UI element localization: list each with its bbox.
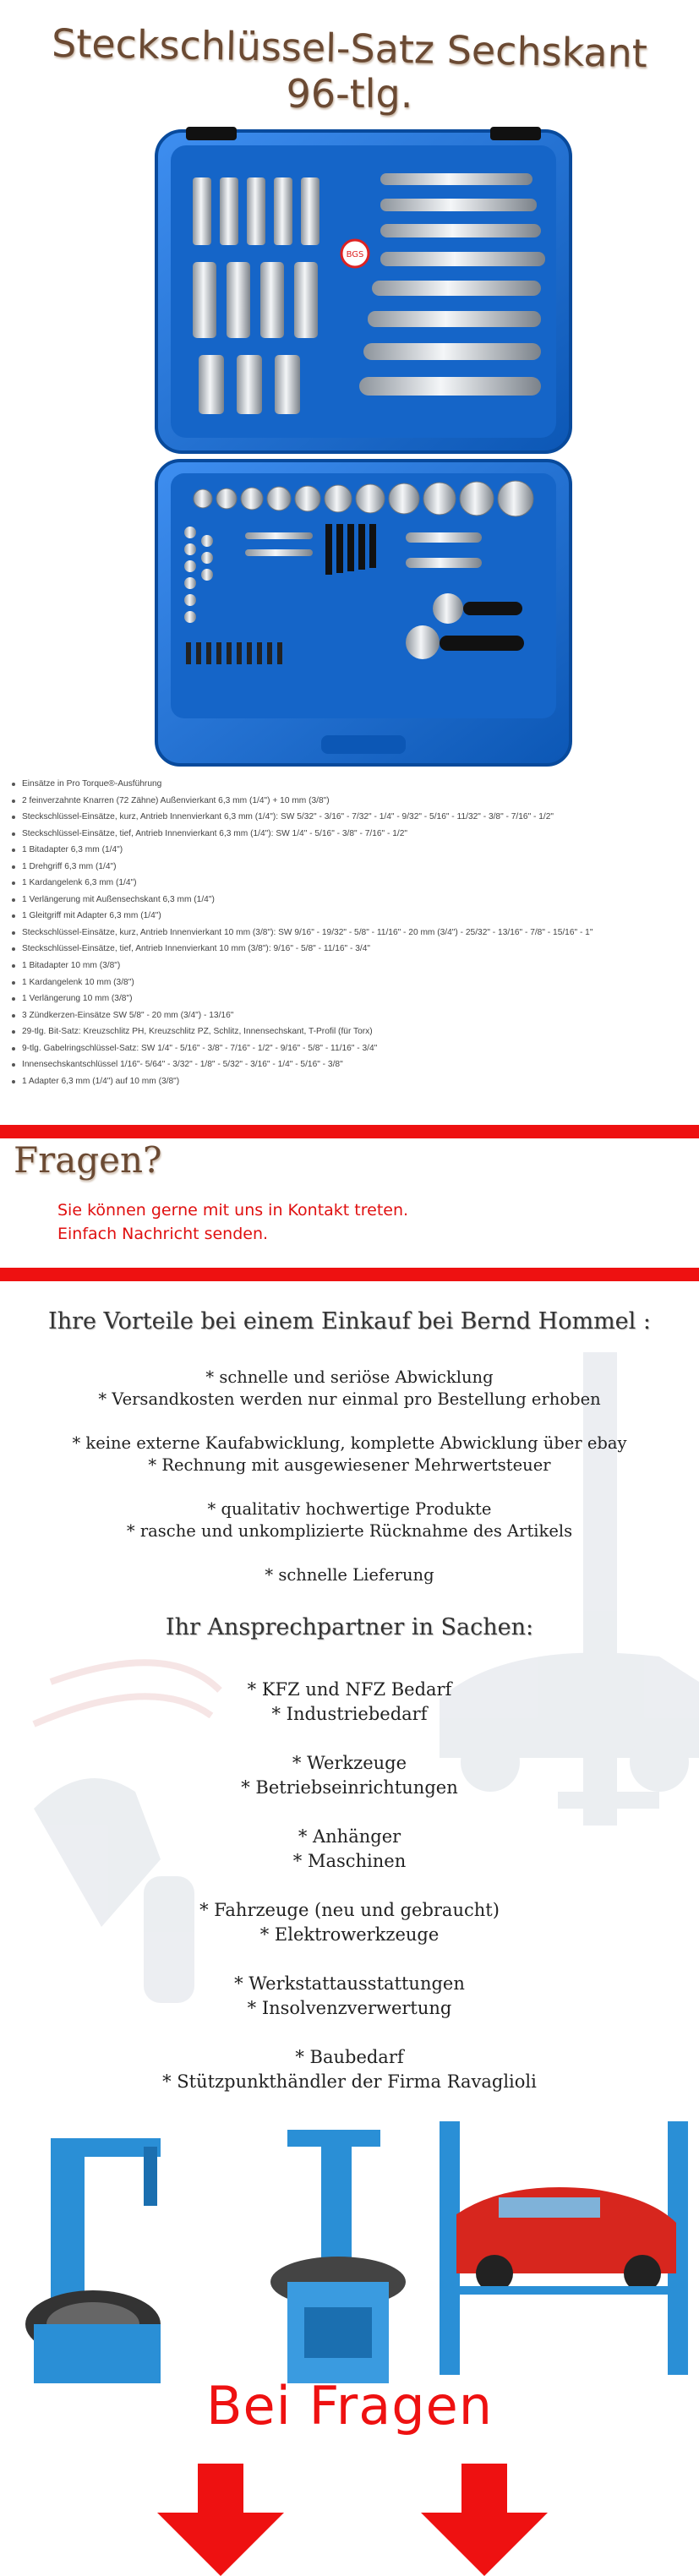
list-item: Steckschlüssel-Einsätze, tief, Antrieb Innenvierkant 6,3 mm (1/4"): SW 1/4" - 5/16" - 3/8" - 7/16" - 1/2" [12,826,688,843]
fragen-heading: Fragen? [14,1139,162,1181]
arrow-down-icon [421,2464,548,2576]
list-item: 1 Kardangelenk 10 mm (3/8") [12,974,688,991]
fragen-text [57,1198,408,1246]
title-line-1: Steckschlüssel-Satz Sechskant [51,19,648,77]
divider-top [0,1125,699,1138]
list-item: Steckschlüssel-Einsätze, kurz, Antrieb Innenvierkant 10 mm (3/8"): SW 9/16" - 19/32" - 5/8" - 11/16" - 20 mm (3/4") - 25/32" - 13/16" - 7/8" - 15/16" - 1" [12,925,688,941]
list-item: 9-tlg. Gabelringschlüssel-Satz: SW 1/4" - 5/16" - 3/8" - 7/16" - 1/2" - 9/16" - 5/8" - 11/16" - 3/4" [12,1040,688,1057]
list-item: * KFZ und NFZ Bedarf [247,1679,452,1700]
vorteile-list [0,1367,699,1586]
list-item: 1 Bitadapter 6,3 mm (1/4") [12,842,688,859]
list-item: * Insolvenzverwertung [247,1998,452,2018]
list-item: * Werkzeuge [292,1753,407,1773]
list-item: * Industriebedarf [271,1704,428,1724]
list-item: * Versandkosten werden nur einmal pro Bestellung erhoben [98,1389,601,1409]
list-item: * qualitativ hochwertige Produkte [207,1499,492,1519]
fragen-line-1: Sie können gerne mit uns in Kontakt treten. [57,1201,409,1220]
list-item: * Betriebseinrichtungen [241,1777,458,1798]
title-line-2: 96-tlg. [286,71,413,117]
list-item: 3 Zündkerzen-Einsätze SW 5/8" - 20 mm (3/4") - 13/16" [12,1007,688,1024]
tire-changer-image [25,2138,161,2383]
contents-list [12,776,688,1089]
list-item: Steckschlüssel-Einsätze, tief, Antrieb Innenvierkant 10 mm (3/8"): 9/16" - 5/8" - 11/16" - 3/4" [12,941,688,958]
list-item: 1 Verlängerung 10 mm (3/8") [12,991,688,1007]
list-item: 2 feinverzahnte Knarren (72 Zähne) Außenvierkant 6,3 mm (1/4") + 10 mm (3/8") [12,793,688,810]
workshop-photos [0,2113,699,2400]
list-item: * Stützpunkthändler der Firma Ravaglioli [162,2071,537,2092]
arrow-down-icon [157,2464,284,2576]
list-item: 29-tlg. Bit-Satz: Kreuzschlitz PH, Kreuzschlitz PZ, Schlitz, Innensechskant, T-Profil (für Torx) [12,1023,688,1040]
fragen-line-2: Einfach Nachricht senden. [57,1225,269,1243]
bgs-logo-text: BGS [346,250,364,259]
list-item: * Maschinen [292,1851,407,1871]
bei-fragen-heading: Bei Fragen [205,2375,494,2437]
list-item: * rasche und unkomplizierte Rücknahme des Artikels [126,1521,573,1541]
list-item: 1 Drehgriff 6,3 mm (1/4") [12,859,688,876]
list-item: 1 Adapter 6,3 mm (1/4") auf 10 mm (3/8") [12,1073,688,1090]
list-item: * Elektrowerkzeuge [259,1924,440,1945]
list-item: * Anhänger [298,1826,401,1847]
list-item: 1 Kardangelenk 6,3 mm (1/4") [12,875,688,892]
list-item: 1 Verlängerung mit Außensechskant 6,3 mm (1/4") [12,892,688,909]
list-item: * Fahrzeuge (neu und gebraucht) [199,1900,500,1920]
car-lift-image [440,2121,688,2375]
list-item: Steckschlüssel-Einsätze, kurz, Antrieb Innenvierkant 6,3 mm (1/4"): SW 5/32" - 3/16" - 7/32" - 1/4" - 9/32" - 5/16" - 11/32" - 3/8" - 7/16" - 1/2" [12,809,688,826]
wheel-machine-image [270,2130,406,2383]
list-item: * Baubedarf [295,2047,404,2067]
page-title [0,19,699,117]
list-item: 1 Gleitgriff mit Adapter 6,3 mm (1/4") [12,908,688,925]
list-item: * schnelle Lieferung [265,1565,434,1585]
list-item: Einsätze in Pro Torque®-Ausführung [12,776,688,793]
list-item: * Rechnung mit ausgewiesener Mehrwertsteuer [148,1455,551,1475]
list-item: * keine externe Kaufabwicklung, komplette Abwicklung über ebay [72,1433,627,1453]
list-item: * Werkstattausstattungen [234,1973,465,1994]
ansprechpartner-list [0,1678,699,2094]
vorteile-heading: Ihre Vorteile bei einem Einkauf bei Bernd Hommel : [48,1308,651,1334]
product-case-image [152,127,575,769]
ansprechpartner-heading: Ihr Ansprechpartner in Sachen: [165,1614,534,1640]
list-item: Innensechskantschlüssel 1/16"- 5/64" - 3/32" - 1/8" - 5/32" - 3/16" - 1/4" - 5/16" - 3/8" [12,1056,688,1073]
divider-bottom [0,1268,699,1281]
list-item: * schnelle und seriöse Abwicklung [205,1367,494,1387]
list-item: 1 Bitadapter 10 mm (3/8") [12,958,688,974]
